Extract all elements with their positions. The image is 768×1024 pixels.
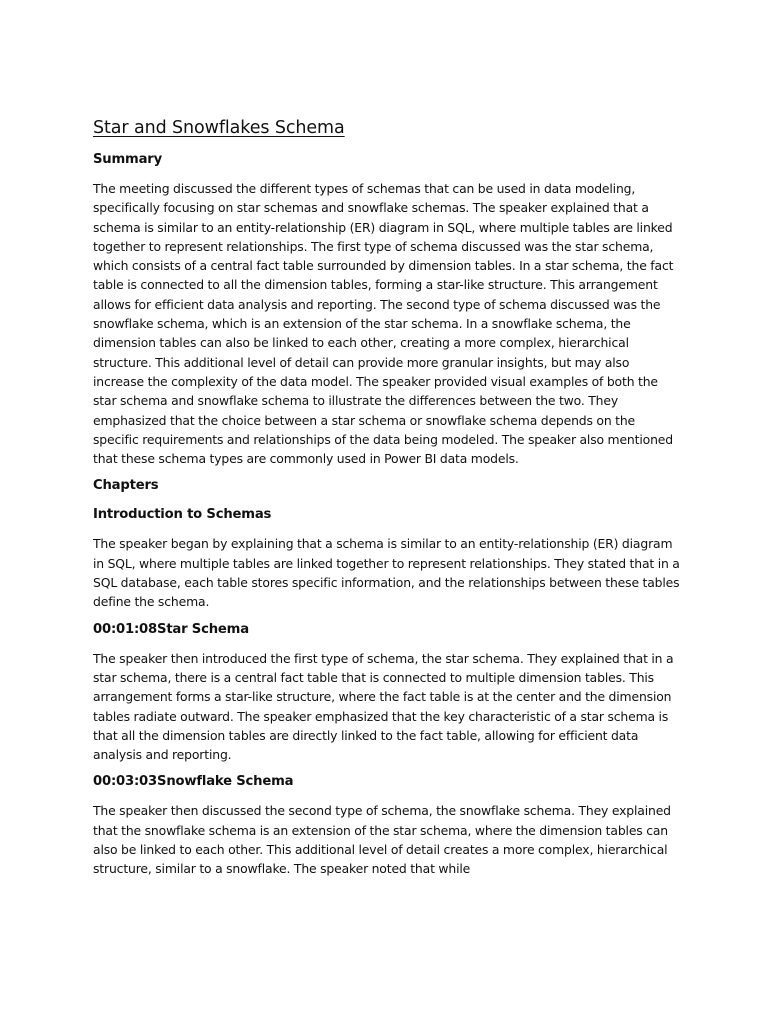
chapter-paragraph-star-schema: The speaker then introduced the first type of schema, the star schema. They explained that in a star schema, there is a central fact table that is connected to multiple dimension tables. This arrangement forms a star-like structure, where the fact table is at the center and the dimension tables radiate outward. The speaker emphasized that the key characteristic of a star schema is that all the dimension tables are directly linked to the fact table, allowing for efficient data analysis and reporting. (93, 650, 674, 763)
chapter-paragraph-snowflake-schema: The speaker then discussed the second type of schema, the snowflake schema. They explained that the snowflake schema is an extension of the star schema, where the dimension tables can also be linked to each other. This additional level of detail creates a more complex, hierarchical structure, similar to a snowflake. The speaker noted that while (93, 803, 671, 877)
chapter-title: Star Schema (157, 621, 249, 637)
summary-heading: Summary (93, 152, 162, 167)
chapter-timestamp: 00:01:08 (93, 621, 158, 637)
chapter-heading-introduction (93, 505, 683, 525)
chapter-title: Introduction to Schemas (93, 507, 272, 523)
chapter-paragraph-introduction: The speaker began by explaining that a schema is similar to an entity-relationship (ER) diagram in SQL, where multiple tables are linked together to represent relationships. They stated that in a SQL database, each table stores specific information, and the relationships between these tables define the schema. (93, 536, 680, 610)
document-page (93, 116, 683, 887)
chapters-heading: Chapters (93, 478, 159, 494)
summary-paragraph: The meeting discussed the different types of schemas that can be used in data modeling, specifically focusing on star schemas and snowflake schemas. The speaker explained that a schema is similar to an entity-relationship (ER) diagram in SQL, where multiple tables are linked together to represent relationships. The first type of schema discussed was the star schema, which consists of a central fact table surrounded by dimension tables. In a star schema, the fact table is connected to all the dimension tables, forming a star-like structure. This arrangement allows for efficient data analysis and reporting. The second type of schema discussed was the snowflake schema, which is an extension of the star schema. In a snowflake schema, the dimension tables can also be linked to each other, creating a more complex, hierarchical structure. This additional level of detail can provide more granular insights, but may also increase the complexity of the data model. The speaker provided visual examples of both the star schema and snowflake schema to illustrate the differences between the two. They emphasized that the choice between a star schema or snowflake schema depends on the specific requirements and relationships of the data being modeled. The speaker also mentioned that these schema types are commonly used in Power BI data models. (93, 181, 674, 467)
chapter-heading-snowflake-schema (93, 772, 683, 792)
chapter-title: Snowflake Schema (157, 774, 294, 790)
chapter-timestamp: 00:03:03 (93, 774, 158, 790)
chapter-heading-star-schema (93, 620, 683, 640)
document-title: Star and Snowflakes Schema (93, 118, 345, 138)
